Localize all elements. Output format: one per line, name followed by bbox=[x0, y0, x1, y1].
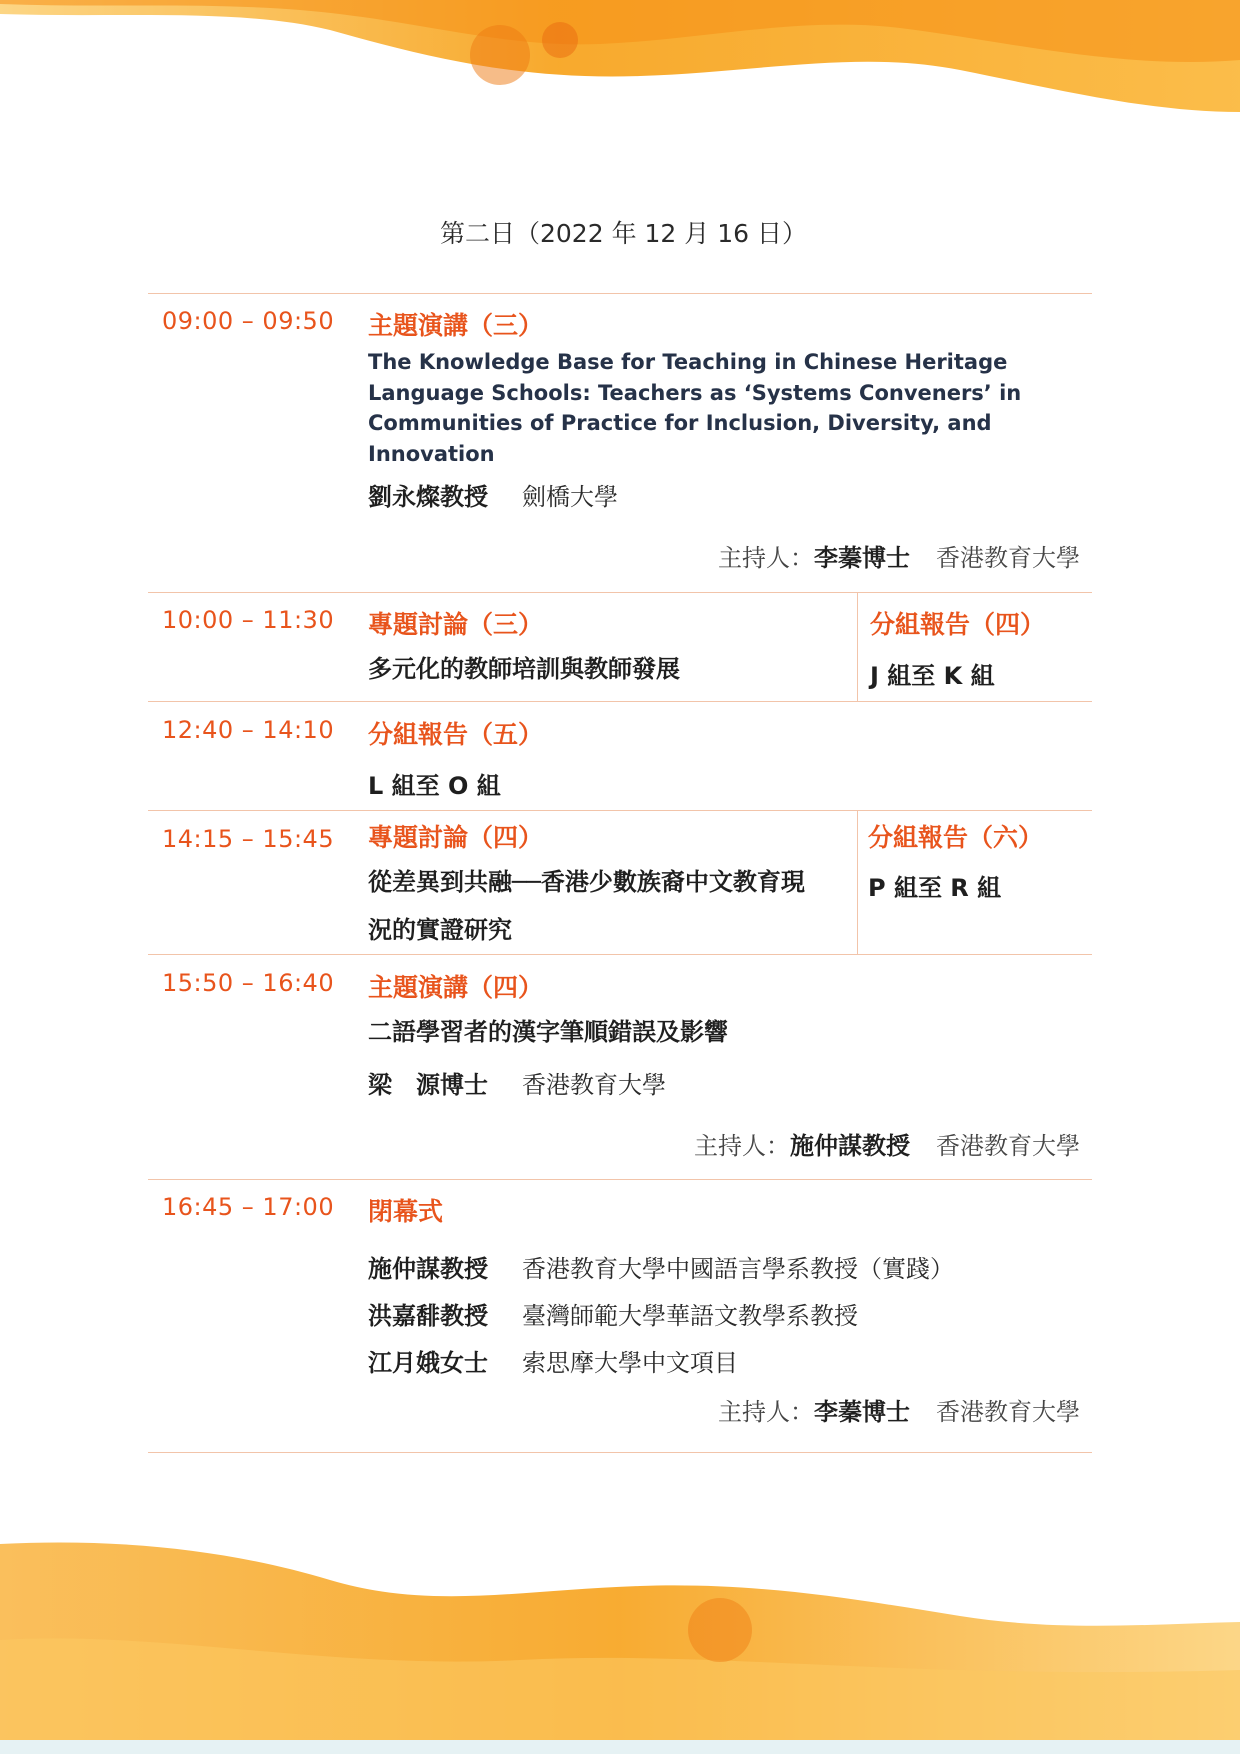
host bbox=[694, 1126, 1080, 1161]
session-title-line-2: 況的實證研究 bbox=[368, 916, 512, 944]
speaker-name: 施仲謀教授 bbox=[368, 1255, 488, 1283]
host-name: 李蓁博士 bbox=[814, 1398, 910, 1426]
top-wave-decoration bbox=[0, 0, 1240, 130]
speaker bbox=[368, 1343, 738, 1378]
speaker-name: 梁 源博士 bbox=[368, 1071, 488, 1099]
row-divider bbox=[148, 810, 1092, 811]
session-time: 14:15 – 15:45 bbox=[162, 825, 335, 853]
session-title: 多元化的教師培訓與教師發展 bbox=[368, 655, 680, 683]
speaker-name: 洪嘉馡教授 bbox=[368, 1302, 488, 1330]
side-session-groups: J 組至 K 組 bbox=[870, 662, 995, 690]
speaker bbox=[368, 1296, 858, 1331]
session-label: 閉幕式 bbox=[368, 1197, 444, 1226]
speaker-affiliation: 臺灣師範大學華語文教學系教授 bbox=[522, 1302, 858, 1330]
day-title: 第二日（2022 年 12 月 16 日） bbox=[440, 219, 807, 248]
host bbox=[718, 1392, 1080, 1427]
row-divider bbox=[148, 293, 1092, 294]
session-groups: L 組至 O 組 bbox=[368, 772, 501, 800]
speaker-name: 劉永燦教授 bbox=[368, 483, 488, 511]
host bbox=[718, 538, 1080, 573]
session-label: 主題演講（四） bbox=[368, 973, 544, 1002]
host-label: 主持人： bbox=[718, 544, 814, 572]
row-divider bbox=[148, 954, 1092, 955]
row-divider bbox=[148, 701, 1092, 702]
host-affiliation: 香港教育大學 bbox=[936, 1132, 1080, 1160]
speaker bbox=[368, 1249, 954, 1284]
host-label: 主持人： bbox=[718, 1398, 814, 1426]
session-time: 09:00 – 09:50 bbox=[162, 307, 335, 335]
speaker bbox=[368, 477, 618, 512]
speaker bbox=[368, 1065, 666, 1100]
host-affiliation: 香港教育大學 bbox=[936, 544, 1080, 572]
side-session-label: 分組報告（六） bbox=[868, 823, 1044, 852]
side-session-label: 分組報告（四） bbox=[870, 610, 1046, 639]
speaker-affiliation: 香港教育大學 bbox=[522, 1071, 666, 1099]
session-time: 16:45 – 17:00 bbox=[162, 1193, 335, 1221]
row-divider bbox=[148, 1452, 1092, 1453]
session-time: 12:40 – 14:10 bbox=[162, 716, 335, 744]
session-label: 專題討論（三） bbox=[368, 610, 544, 639]
row-divider bbox=[148, 592, 1092, 593]
speaker-affiliation: 香港教育大學中國語言學系教授（實踐） bbox=[522, 1255, 954, 1283]
session-time: 10:00 – 11:30 bbox=[162, 606, 335, 634]
speaker-affiliation: 索思摩大學中文項目 bbox=[522, 1349, 738, 1377]
side-session-groups: P 組至 R 組 bbox=[868, 874, 1002, 902]
session-label: 專題討論（四） bbox=[368, 823, 544, 852]
session-label: 主題演講（三） bbox=[368, 311, 544, 340]
bottom-wave-decoration bbox=[0, 1520, 1240, 1754]
host-name: 施仲謀教授 bbox=[790, 1132, 910, 1160]
session-title: The Knowledge Base for Teaching in Chinese Heritage Language Schools: Teachers as ‘Systems Conveners’ in Communities of Practice for Inclusion, Diversity, and Innovation bbox=[368, 350, 1022, 466]
column-divider bbox=[857, 810, 858, 954]
host-name: 李蓁博士 bbox=[814, 544, 910, 572]
speaker-name: 江月娥女士 bbox=[368, 1349, 488, 1377]
session-label: 分組報告（五） bbox=[368, 720, 544, 749]
host-label: 主持人： bbox=[694, 1132, 790, 1160]
speaker-affiliation: 劍橋大學 bbox=[522, 483, 618, 511]
row-divider bbox=[148, 1179, 1092, 1180]
session-title: 二語學習者的漢字筆順錯誤及影響 bbox=[368, 1018, 728, 1046]
column-divider bbox=[857, 592, 858, 701]
session-title-line-1: 從差異到共融──香港少數族裔中文教育現 bbox=[368, 868, 805, 896]
session-time: 15:50 – 16:40 bbox=[162, 969, 335, 997]
host-affiliation: 香港教育大學 bbox=[936, 1398, 1080, 1426]
